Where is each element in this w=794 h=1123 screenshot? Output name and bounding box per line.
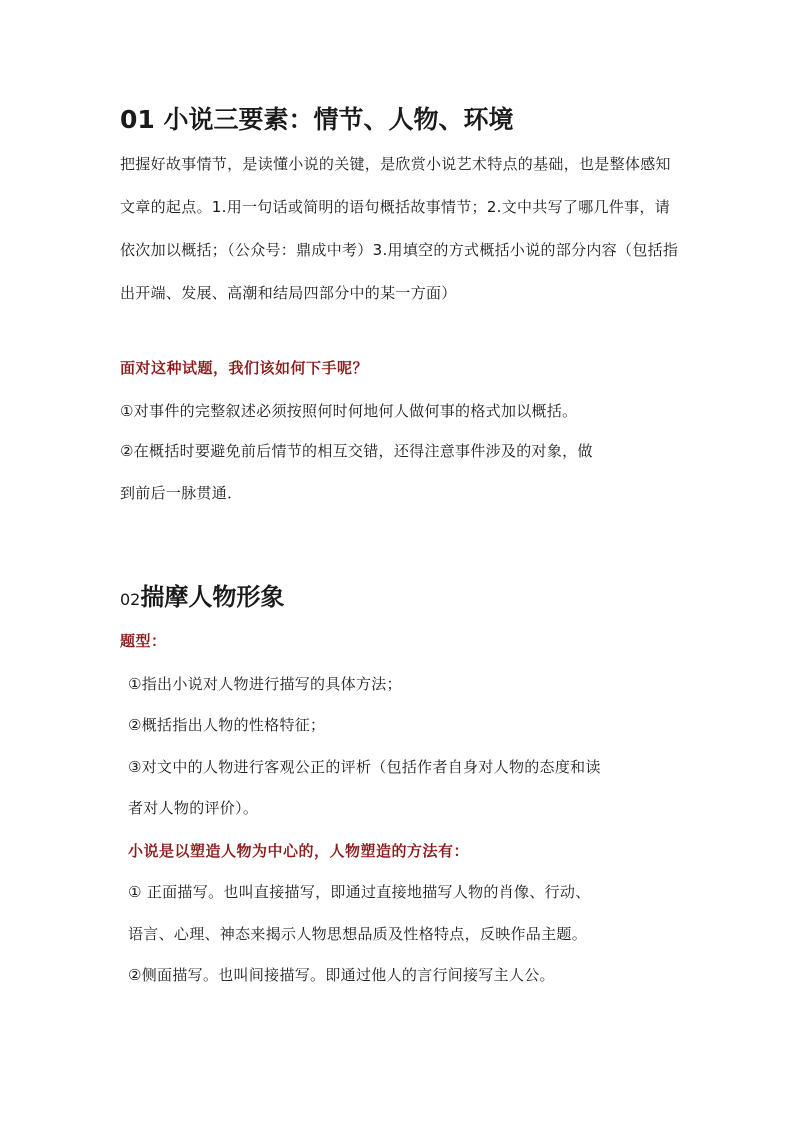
type-line-2: ②概括指出人物的性格特征； [128,716,326,734]
type-line-1: ①指出小说对人物进行描写的具体方法； [128,675,402,693]
section-1-intro: 把握好故事情节，是读懂小说的关键，是欣赏小说艺术特点的基础，也是整体感知文章的起点。1.用一句话或简明的语句概括故事情节；2.文中共写了哪几件事，请依次加以概括；（公众号：鼎成中考）3.用填空的方式概括小说的部分内容（包括指出开端、发展、高潮和结局四部分中的某一方面） [120,155,679,302]
methods-label: 小说是以塑造人物为中心的，人物塑造的方法有： [128,842,470,860]
method-line-1: ① 正面描写。也叫直接描写，即通过直接地描写人物的肖像、行动、 [128,883,591,901]
section-1-question: 面对这种试题，我们该如何下手呢？ [120,359,369,377]
tip-line-2: ②在概括时要避免前后情节的相互交错，还得注意事件涉及的对象，做 [120,442,593,460]
tip-line-1: ①对事件的完整叙述必须按照何时何地何人做何事的格式加以概括。 [120,402,578,420]
section-2-title [120,577,284,612]
section-2-title-number: 02 [120,590,141,609]
section-1-title: 01 小说三要素：情节、人物、环境 [120,105,514,134]
types-label: 题型： [120,632,167,650]
method-line-2: 语言、心理、神态来揭示人物思想品质及性格特点，反映作品主题。 [128,925,588,943]
type-line-3: ③对文中的人物进行客观公正的评析（包括作者自身对人物的态度和读 [128,758,601,776]
tip-line-3: 到前后一脉贯通． [120,484,243,502]
method-line-3: ②侧面描写。也叫间接描写。即通过他人的言行间接写主人公。 [128,966,555,984]
type-line-4: 者对人物的评价）。 [128,799,259,817]
section-2-title-text: 揣摩人物形象 [140,583,285,611]
